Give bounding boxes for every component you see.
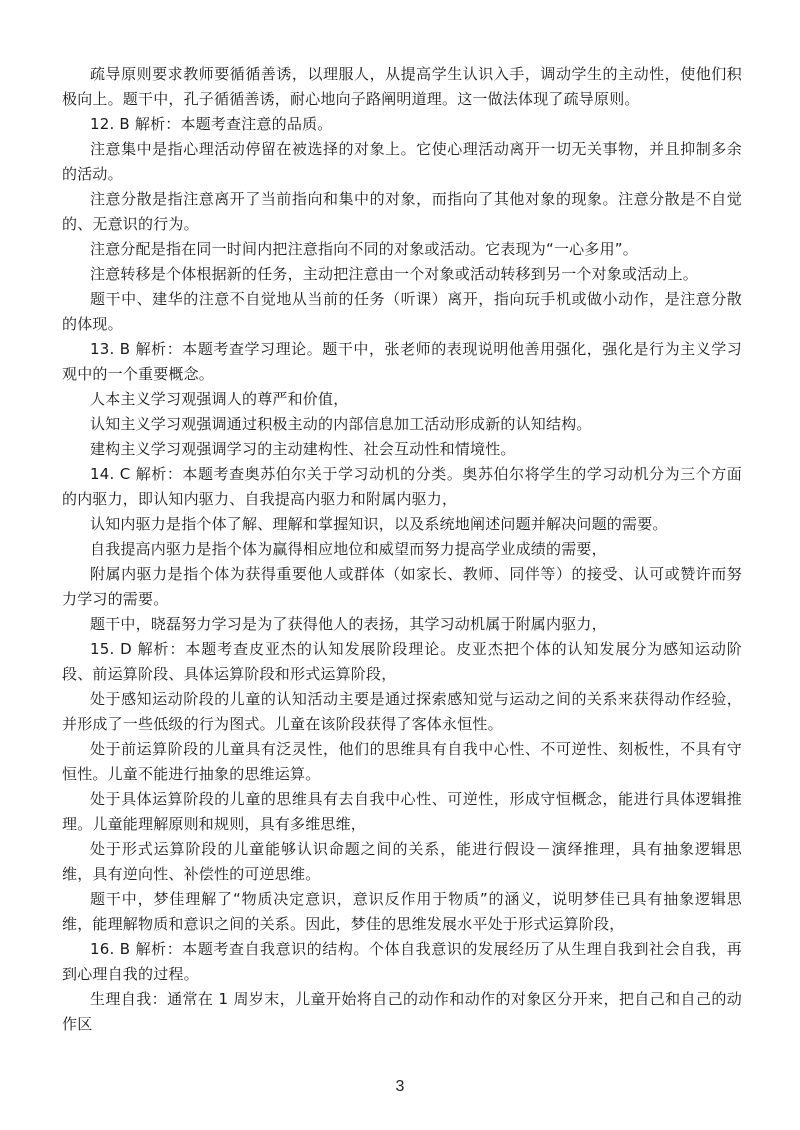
paragraph: 注意分散是指注意离开了当前指向和集中的对象，而指向了其他对象的现象。注意分散是不自觉的、无意识的行为。: [62, 190, 742, 233]
page-number: 3: [395, 1078, 405, 1095]
paragraph: 附属内驱力是指个体为获得重要他人或群体（如家长、教师、同伴等）的接受、认可或赞许而努力学习的需要。: [62, 565, 742, 608]
paragraph: 处于具体运算阶段的儿童的思维具有去自我中心性、可逆性，形成守恒概念，能进行具体逻辑推理。儿童能理解原则和规则，具有多维思维，: [62, 790, 742, 833]
paragraph: 认知内驱力是指个体了解、理解和掌握知识，以及系统地阐述问题并解决问题的需要。: [90, 515, 668, 533]
paragraph: 处于前运算阶段的儿童具有泛灵性，他们的思维具有自我中心性、不可逆性、刻板性，不具有守恒性。儿童不能进行抽象的思维运算。: [62, 740, 742, 783]
paragraph: 题干中，梦佳理解了“物质决定意识，意识反作用于物质”的涵义，说明梦佳已具有抽象逻辑思维，能理解物质和意识之间的关系。因此，梦佳的思维发展水平处于形式运算阶段，: [62, 890, 742, 933]
question-14-heading: 14. C 解析：本题考查奥苏伯尔关于学习动机的分类。奥苏伯尔将学生的学习动机分为三个方面的内驱力，即认知内驱力、自我提高内驱力和附属内驱力，: [62, 465, 742, 508]
document-body: [62, 62, 742, 1037]
paragraph: 疏导原则要求教师要循循善诱，以理服人，从提高学生认识入手，调动学生的主动性，使他们积极向上。题干中，孔子循循善诱，耐心地向子路阐明道理。这一做法体现了疏导原则。: [62, 65, 742, 108]
paragraph: 认知主义学习观强调通过积极主动的内部信息加工活动形成新的认知结构。: [90, 415, 592, 433]
question-12-heading: 12. B 解析：本题考查注意的品质。: [90, 115, 333, 133]
paragraph: 建构主义学习观强调学习的主动建构性、社会互动性和情境性。: [90, 440, 516, 458]
paragraph: 题干中，晓磊努力学习是为了获得他人的表扬，其学习动机属于附属内驱力，: [90, 615, 607, 633]
question-16-heading: 16. B 解析：本题考查自我意识的结构。个体自我意识的发展经历了从生理自我到社会自我，再到心理自我的过程。: [62, 940, 742, 983]
paragraph: 注意集中是指心理活动停留在被选择的对象上。它使心理活动离开一切无关事物，并且抑制多余的活动。: [62, 140, 742, 183]
paragraph: 处于形式运算阶段的儿童能够认识命题之间的关系，能进行假设－演绎推理，具有抽象逻辑思维，具有逆向性、补偿性的可逆思维。: [62, 840, 742, 883]
paragraph: 人本主义学习观强调人的尊严和价值，: [90, 390, 349, 408]
paragraph: 自我提高内驱力是指个体为赢得相应地位和威望而努力提高学业成绩的需要，: [90, 540, 607, 558]
question-13-heading: 13. B 解析：本题考查学习理论。题干中，张老师的表现说明他善用强化，强化是行为主义学习观中的一个重要概念。: [62, 340, 742, 383]
question-15-heading: 15. D 解析：本题考查皮亚杰的认知发展阶段理论。皮亚杰把个体的认知发展分为感知运动阶段、前运算阶段、具体运算阶段和形式运算阶段，: [62, 640, 742, 683]
paragraph: 注意转移是个体根据新的任务，主动把注意由一个对象或活动转移到另一个对象或活动上。: [90, 265, 699, 283]
paragraph: 题干中、建华的注意不自觉地从当前的任务（听课）离开，指向玩手机或做小动作，是注意分散的体现。: [62, 290, 742, 333]
paragraph: 注意分配是指在同一时间内把注意指向不同的对象或活动。它表现为“一心多用”。: [90, 240, 638, 258]
paragraph: 生理自我：通常在 1 周岁末，儿童开始将自己的动作和动作的对象区分开来，把自己和自己的动作区: [62, 990, 742, 1033]
paragraph: 处于感知运动阶段的儿童的认知活动主要是通过探索感知觉与运动之间的关系来获得动作经验，并形成了一些低级的行为图式。儿童在该阶段获得了客体永恒性。: [62, 690, 742, 733]
